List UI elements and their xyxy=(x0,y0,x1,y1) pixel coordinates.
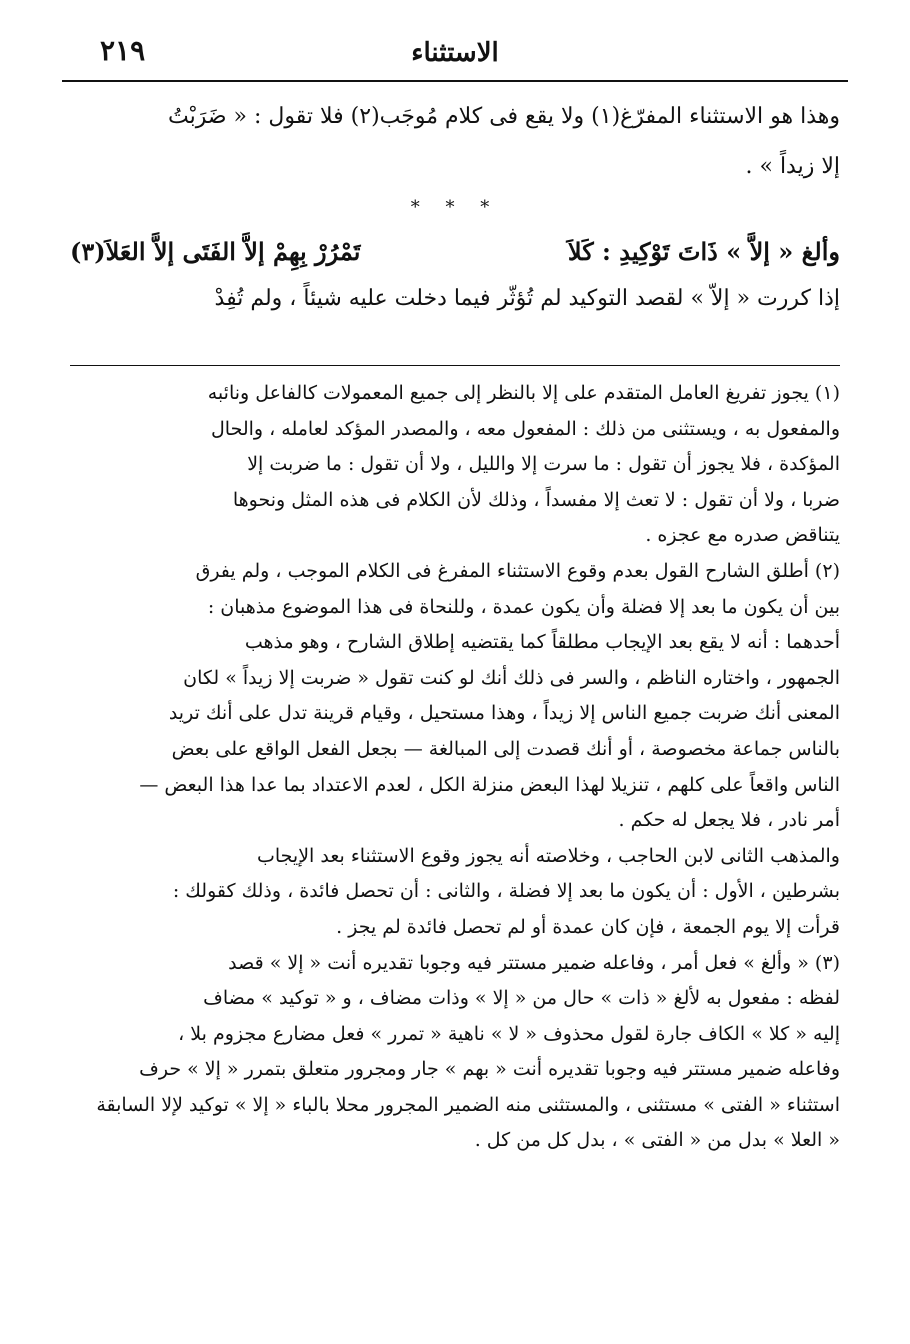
footnote-line: الجمهور ، واختاره الناظم ، والسر فى ذلك أنك لو كنت تقول « ضربت إلا زيداً » لكان xyxy=(183,666,840,689)
main-text-line: إذا كررت « إلاّ » لقصد التوكيد لم تُؤثّر فيما دخلت عليه شيئاً ، ولم تُفِدْ xyxy=(214,286,840,311)
footnote-line: أمر نادر ، فلا يجعل له حكم . xyxy=(618,809,840,832)
footnote-line: بالناس جماعة مخصوصة ، أو أنك قصدت إلى المبالغة — بجعل الفعل الواقع على بعض xyxy=(171,737,840,760)
footnote-line: والمذهب الثانى لابن الحاجب ، وخلاصته أنه يجوز وقوع الاستثناء بعد الإيجاب xyxy=(256,844,840,867)
footnote-line: لفظه : مفعول به لألغ « ذات » حال من « إلا » وذات مضاف ، و « توكيد » مضاف xyxy=(203,987,840,1010)
footnote-2 xyxy=(70,554,840,946)
footnote-line: يتناقض صدره مع عجزه . xyxy=(645,524,840,547)
header-rule xyxy=(62,80,848,82)
footnote-line: الناس واقعاً على كلهم ، تنزيلا لهذا البعض منزلة الكل ، لعدم الاعتداد بما عدا هذا البعض — xyxy=(139,773,840,796)
footnote-line: أحدهما : أنه لا يقع بعد الإيجاب مطلقاً كما يقتضيه إطلاق الشارح ، وهو مذهب xyxy=(244,631,840,654)
footnote-1 xyxy=(70,376,840,554)
footnote-line: المؤكدة ، فلا يجوز أن تقول : ما سرت إلا والليل ، ولا أن تقول : ما ضربت إلا xyxy=(247,453,840,476)
footnote-line: استثناء « الفتى » مستثنى ، والمستثنى منه الضمير المجرور محلا بالباء « إلا » توكيد لإلا السابقة xyxy=(96,1093,840,1116)
footnote-line: والمفعول به ، ويستثنى من ذلك : المفعول معه ، والمصدر المؤكد لعامله ، والحال xyxy=(210,417,840,440)
running-title: الاستثناء xyxy=(411,38,499,68)
footnote-line: بين أن يكون ما بعد إلا فضلة وأن يكون عمدة ، وللنحاة فى هذا الموضوع مذهبان : xyxy=(207,595,840,618)
footnote-line: (٢) أطلق الشارح القول بعدم وقوع الاستثناء المفرغ فى الكلام الموجب ، ولم يفرق xyxy=(195,559,840,582)
poetry-verse xyxy=(70,230,840,274)
main-text-line: إلا زيداً » . xyxy=(745,154,840,179)
footnote-line: بشرطين ، الأول : أن يكون ما بعد إلا فضلة ، والثانى : أن تحصل فائدة ، وذلك كقولك : xyxy=(172,880,840,903)
footnote-line: (١) يجوز تفريغ العامل المتقدم على إلا بالنظر إلى جميع المعمولات كالفاعل ونائبه xyxy=(207,382,840,404)
verse-second-hemistich: تَمْرُرْ بِهِمْ إلاَّ الفَتَى إلاَّ العَلاَ(٣) xyxy=(70,237,361,266)
main-text xyxy=(70,92,840,324)
footnote-rule xyxy=(70,365,840,366)
footnotes xyxy=(70,376,840,1159)
footnote-3 xyxy=(70,946,840,1160)
footnote-line: وفاعله ضمير مستتر فيه وجوبا تقديره أنت « بهم » جار ومجرور متعلق بتمرر « إلا » حرف xyxy=(139,1058,840,1081)
section-separator: * * * xyxy=(410,197,500,218)
footnote-line: (٣) « وألغ » فعل أمر ، وفاعله ضمير مستتر فيه وجوبا تقديره أنت « إلا » قصد xyxy=(228,951,840,974)
footnote-line: قرأت إلا يوم الجمعة ، فإن كان عمدة أو لم تحصل فائدة لم يجز . xyxy=(336,915,840,938)
footnote-line: ضربا ، ولا أن تقول : لا تعث إلا مفسداً ، وذلك لأن الكلام فى هذه المثل ونحوها xyxy=(232,488,840,511)
footnote-line: « العلا » بدل من « الفتى » ، بدل كل من كل . xyxy=(474,1129,840,1152)
footnote-line: إليه « كلا » الكاف جارة لقول محذوف « لا » ناهية « تمرر » فعل مضارع مجزوم بلا ، xyxy=(178,1022,840,1045)
page-number: ٢١٩ xyxy=(100,34,146,67)
footnote-line: المعنى أنك ضربت جميع الناس إلا زيداً ، وهذا مستحيل ، وقيام قرينة تدل على أنك تريد xyxy=(168,702,840,725)
running-header xyxy=(60,28,850,78)
verse-first-hemistich: وألغ « إلاَّ » ذَاتَ تَوْكِيدِ : كَلاَ xyxy=(567,237,840,266)
main-text-line: وهذا هو الاستثناء المفرّغ(١) ولا يقع فى كلام مُوجَب(٢) فلا تقول : « ضَرَبْتُ xyxy=(168,104,840,129)
